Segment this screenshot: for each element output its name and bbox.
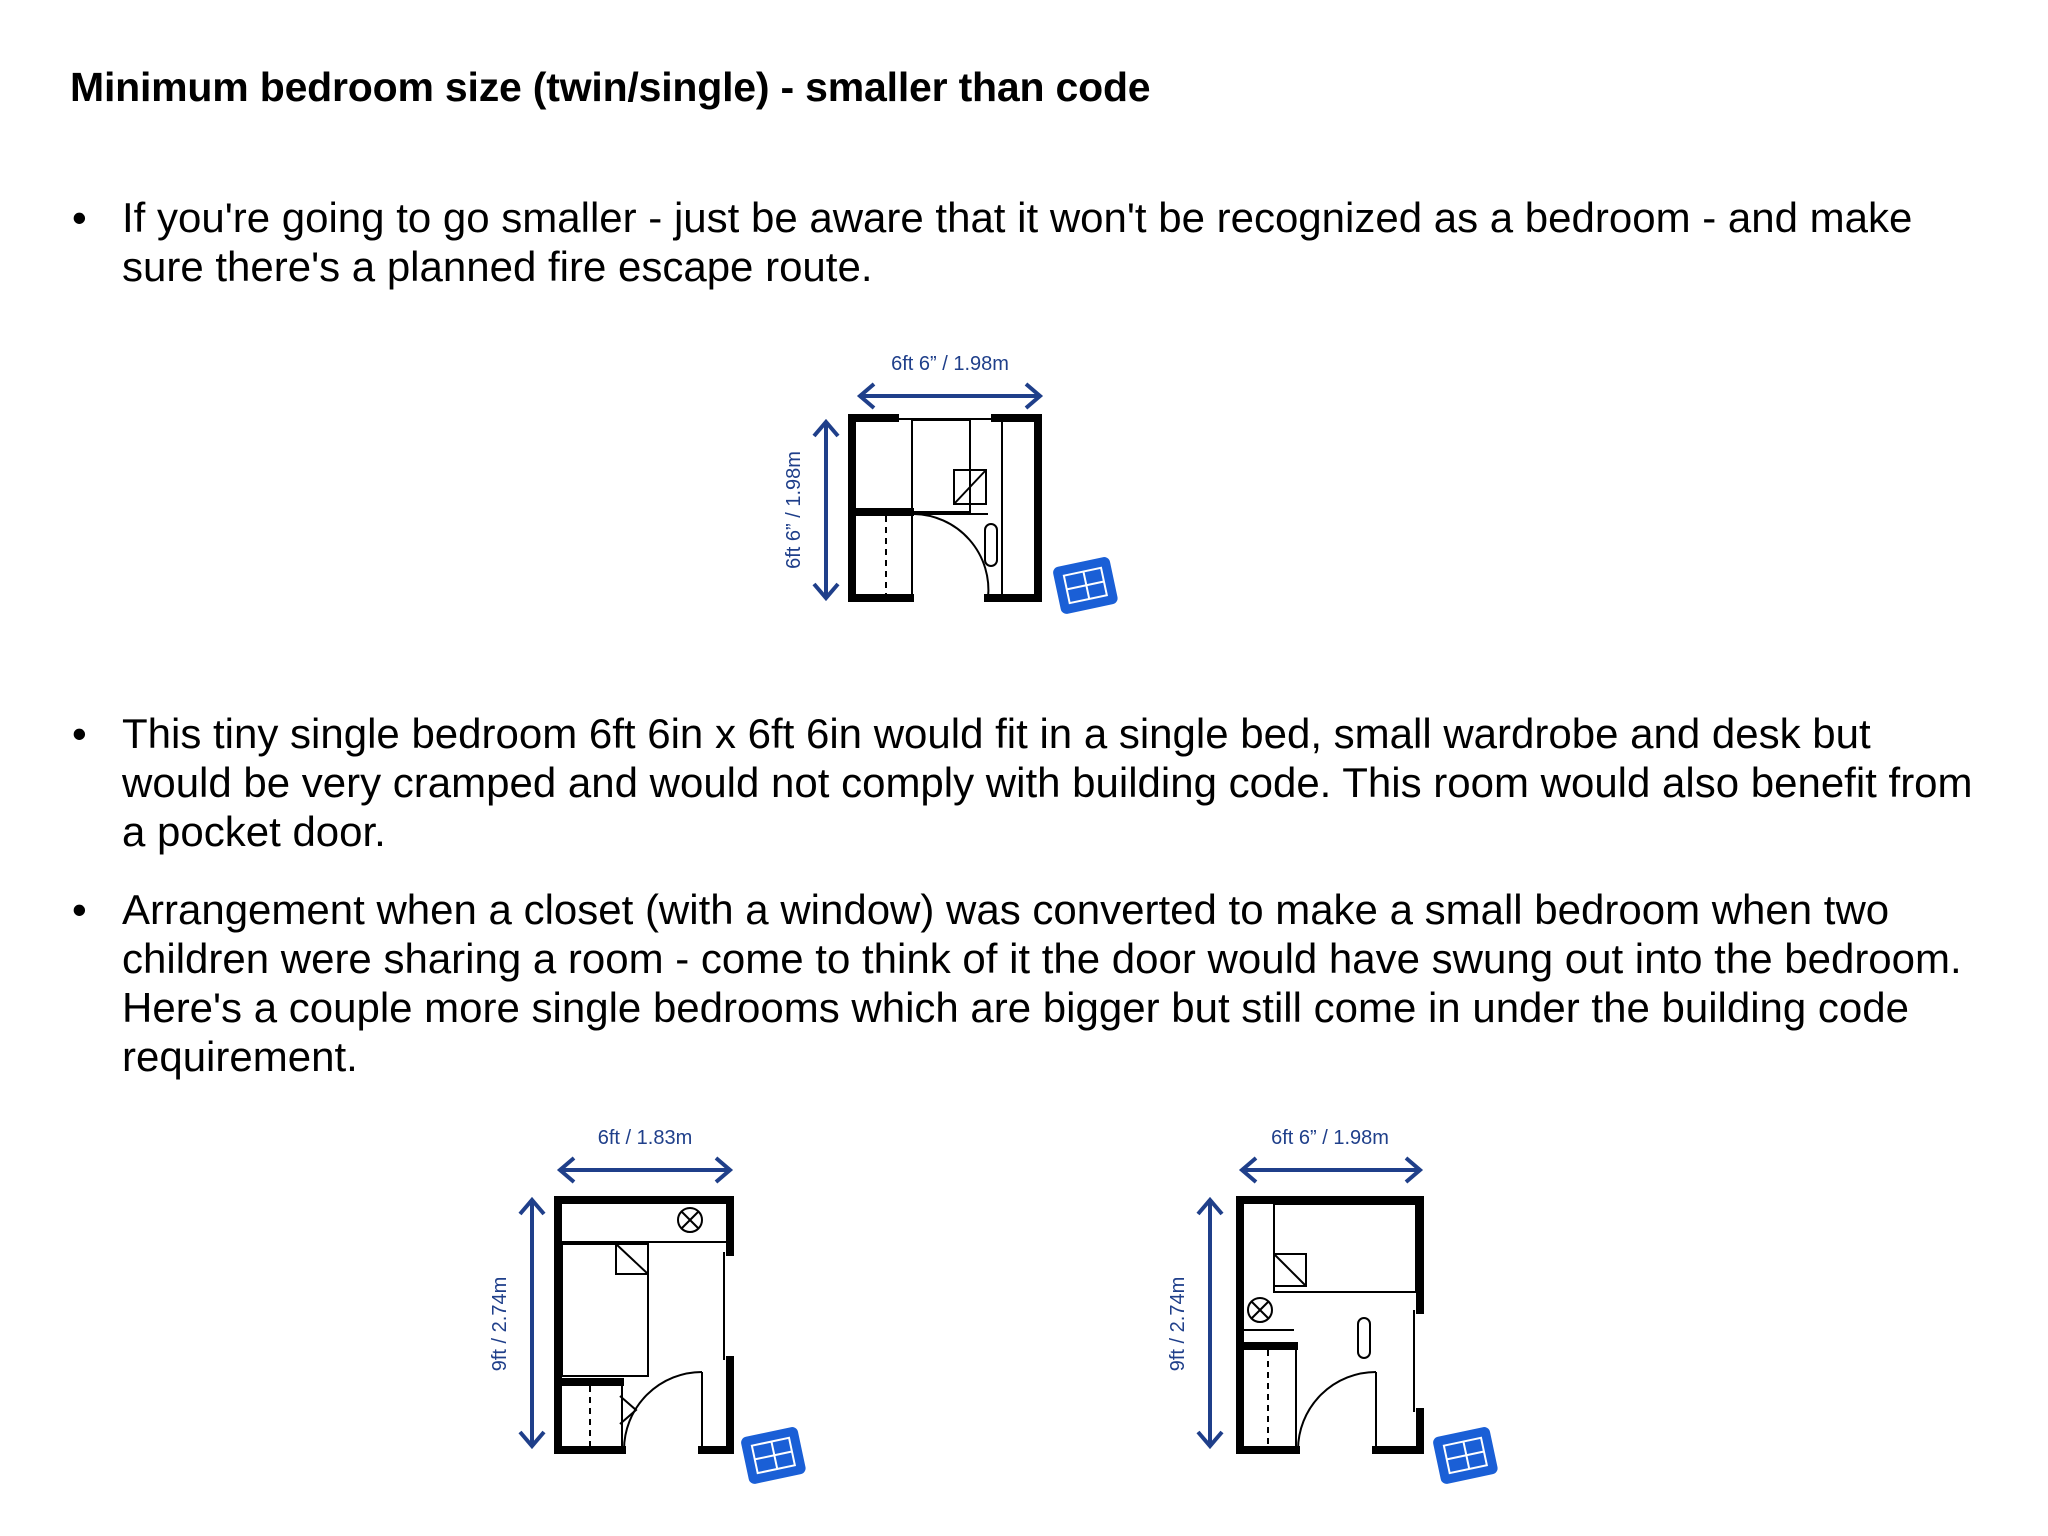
double-arrow-icon (520, 1200, 544, 1446)
walls (558, 1200, 730, 1450)
height-label: 6ft 6” / 1.98m (783, 451, 805, 569)
width-label: 6ft 6” / 1.98m (1271, 1127, 1389, 1149)
height-label: 9ft / 2.74m (489, 1276, 511, 1372)
floor-plan-3 (1150, 1120, 1530, 1520)
furniture (1244, 1204, 1416, 1450)
double-arrow-icon (814, 422, 838, 598)
height-label: 9ft / 2.74m (1167, 1276, 1189, 1372)
bullet-text: This tiny single bedroom 6ft 6in x 6ft 6in would fit in a single bed, small wardrobe and desk but would be very cramped and would not comply with building code. This room would also benefit from a pocket door. (122, 710, 1973, 855)
double-arrow-icon (860, 384, 1040, 408)
walls (852, 418, 1038, 598)
bullet-text: If you're going to go smaller - just be aware that it won't be recognized as a bedroom - and make sure there's a planned fire escape route. (122, 194, 1913, 290)
blueprint-icon (1432, 1426, 1499, 1485)
blueprint-icon (740, 1426, 807, 1485)
page-title: Minimum bedroom size (twin/single) - smaller than code (70, 64, 1151, 110)
bullet-text: Arrangement when a closet (with a window) was converted to make a small bedroom when two children were sharing a room - come to think of it the door would have swung out into the bedroom. Here's a couple more single bedrooms which are bigger but still come in under the building code requirement. (122, 886, 1962, 1080)
double-arrow-icon (560, 1158, 730, 1182)
bullet-dot: • (72, 710, 87, 757)
lamp-icon (678, 1208, 702, 1232)
double-arrow-icon (1198, 1200, 1222, 1446)
walls (1240, 1200, 1420, 1450)
blueprint-icon (1052, 556, 1119, 615)
floor-plan-1 (770, 340, 1150, 640)
double-arrow-icon (1242, 1158, 1420, 1182)
bullet-dot: • (72, 194, 87, 241)
furniture (562, 1242, 726, 1450)
width-label: 6ft 6” / 1.98m (891, 353, 1009, 375)
width-label: 6ft / 1.83m (597, 1127, 693, 1149)
floor-plan-2 (470, 1120, 850, 1520)
lamp-icon (1248, 1298, 1272, 1322)
bullet-dot: • (72, 886, 87, 933)
